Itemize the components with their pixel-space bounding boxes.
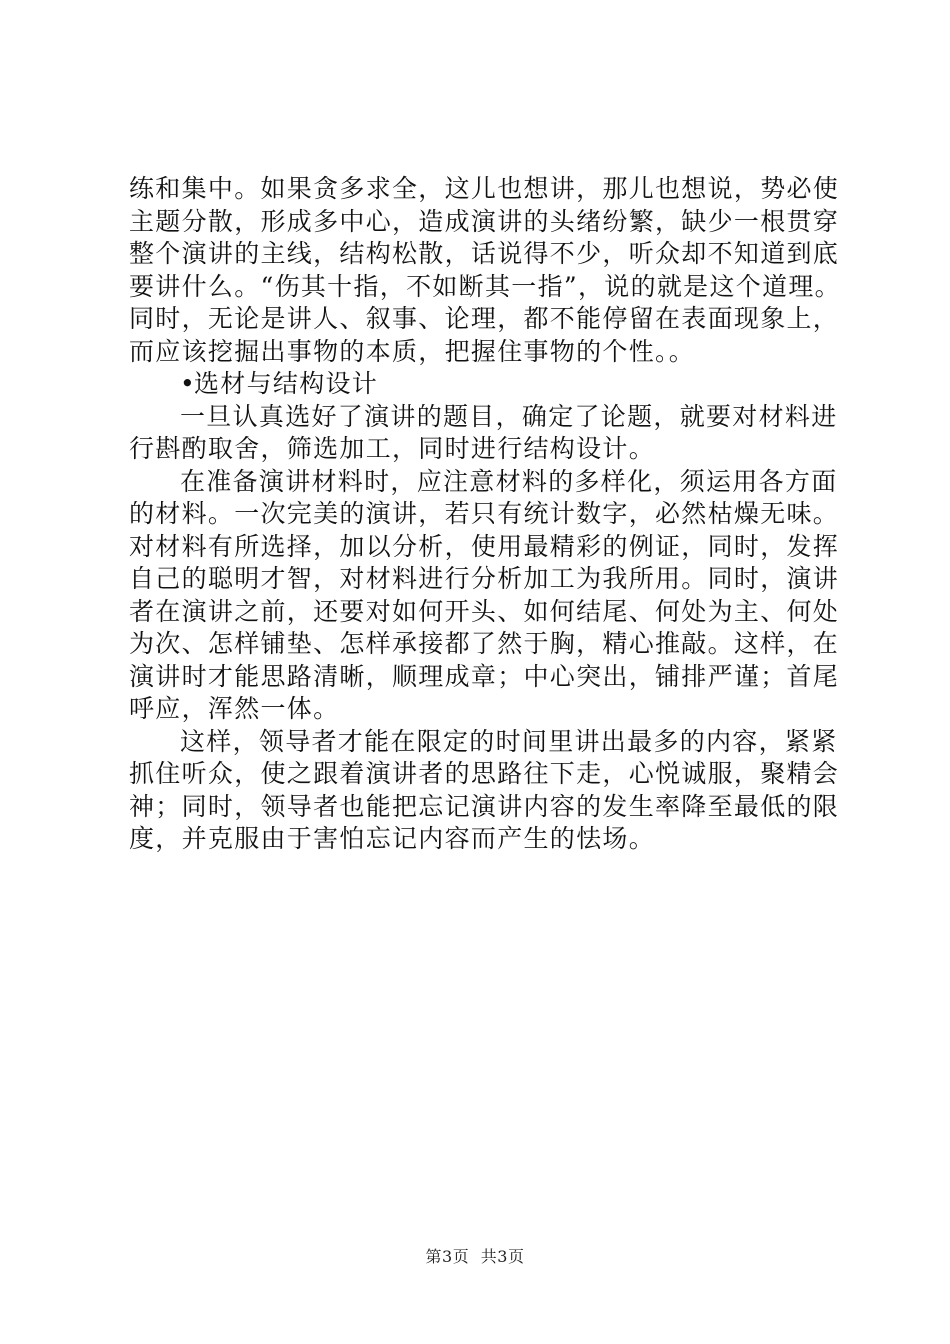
text-line: 整个演讲的主线，结构松散，话说得不少，听众却不知道到底 bbox=[129, 239, 840, 268]
text-line: 者在演讲之前，还要对如何开头、如何结尾、何处为主、何处 bbox=[129, 596, 840, 626]
text-line: 要讲什么。“伤其十指，不如断其一指”，说的就是这个道理。 bbox=[129, 271, 841, 301]
page-number: 第3页 bbox=[425, 1247, 470, 1266]
text-line: 对材料有所选择，加以分析，使用最精彩的例证，同时，发挥 bbox=[129, 531, 840, 561]
text-line: 神；同时，领导者也能把忘记演讲内容的发生率降至最低的限 bbox=[129, 791, 840, 821]
text-line: 同时，无论是讲人、叙事、论理，都不能停留在表面现象上， bbox=[129, 304, 840, 333]
text-line: 行斟酌取舍，筛选加工，同时进行结构设计。 bbox=[129, 434, 656, 463]
text-line: 练和集中。如果贪多求全，这儿也想讲，那儿也想说，势必使 bbox=[129, 174, 840, 203]
page-footer bbox=[0, 1244, 950, 1267]
paragraph-first-line: 在准备演讲材料时，应注意材料的多样化，须运用各方面 bbox=[180, 466, 838, 496]
text-line: 自己的聪明才智，对材料进行分析加工为我所用。同时，演讲 bbox=[129, 564, 840, 593]
paragraph-first-line: 这样，领导者才能在限定的时间里讲出最多的内容，紧紧 bbox=[180, 726, 838, 756]
text-line: 度，并克服由于害怕忘记内容而产生的怯场。 bbox=[129, 824, 656, 853]
text-line: 为次、怎样铺垫、怎样承接都了然于胸，精心推敲。这样，在 bbox=[129, 629, 840, 658]
bullet-icon: • bbox=[180, 369, 197, 398]
text-line: 抓住听众，使之跟着演讲者的思路往下走，心悦诚服，聚精会 bbox=[129, 759, 840, 788]
text-line: 而应该挖掘出事物的本质，把握住事物的个性。。 bbox=[129, 336, 696, 366]
paragraph-first-line: 一旦认真选好了演讲的题目，确定了论题，就要对材料进 bbox=[180, 401, 838, 431]
text-line: 主题分散，形成多中心，造成演讲的头绪纷繁，缺少一根贯穿 bbox=[129, 206, 840, 236]
document-body bbox=[129, 173, 849, 856]
text-line: 呼应，浑然一体。 bbox=[129, 694, 340, 723]
section-heading-text: 选材与结构设计 bbox=[194, 369, 379, 398]
page-total: 共3页 bbox=[480, 1247, 525, 1266]
text-line: 演讲时才能思路清晰，顺理成章；中心突出，铺排严谨；首尾 bbox=[129, 661, 840, 691]
text-line: 的材料。一次完美的演讲，若只有统计数字，必然枯燥无味。 bbox=[129, 499, 840, 528]
section-heading bbox=[129, 368, 849, 401]
